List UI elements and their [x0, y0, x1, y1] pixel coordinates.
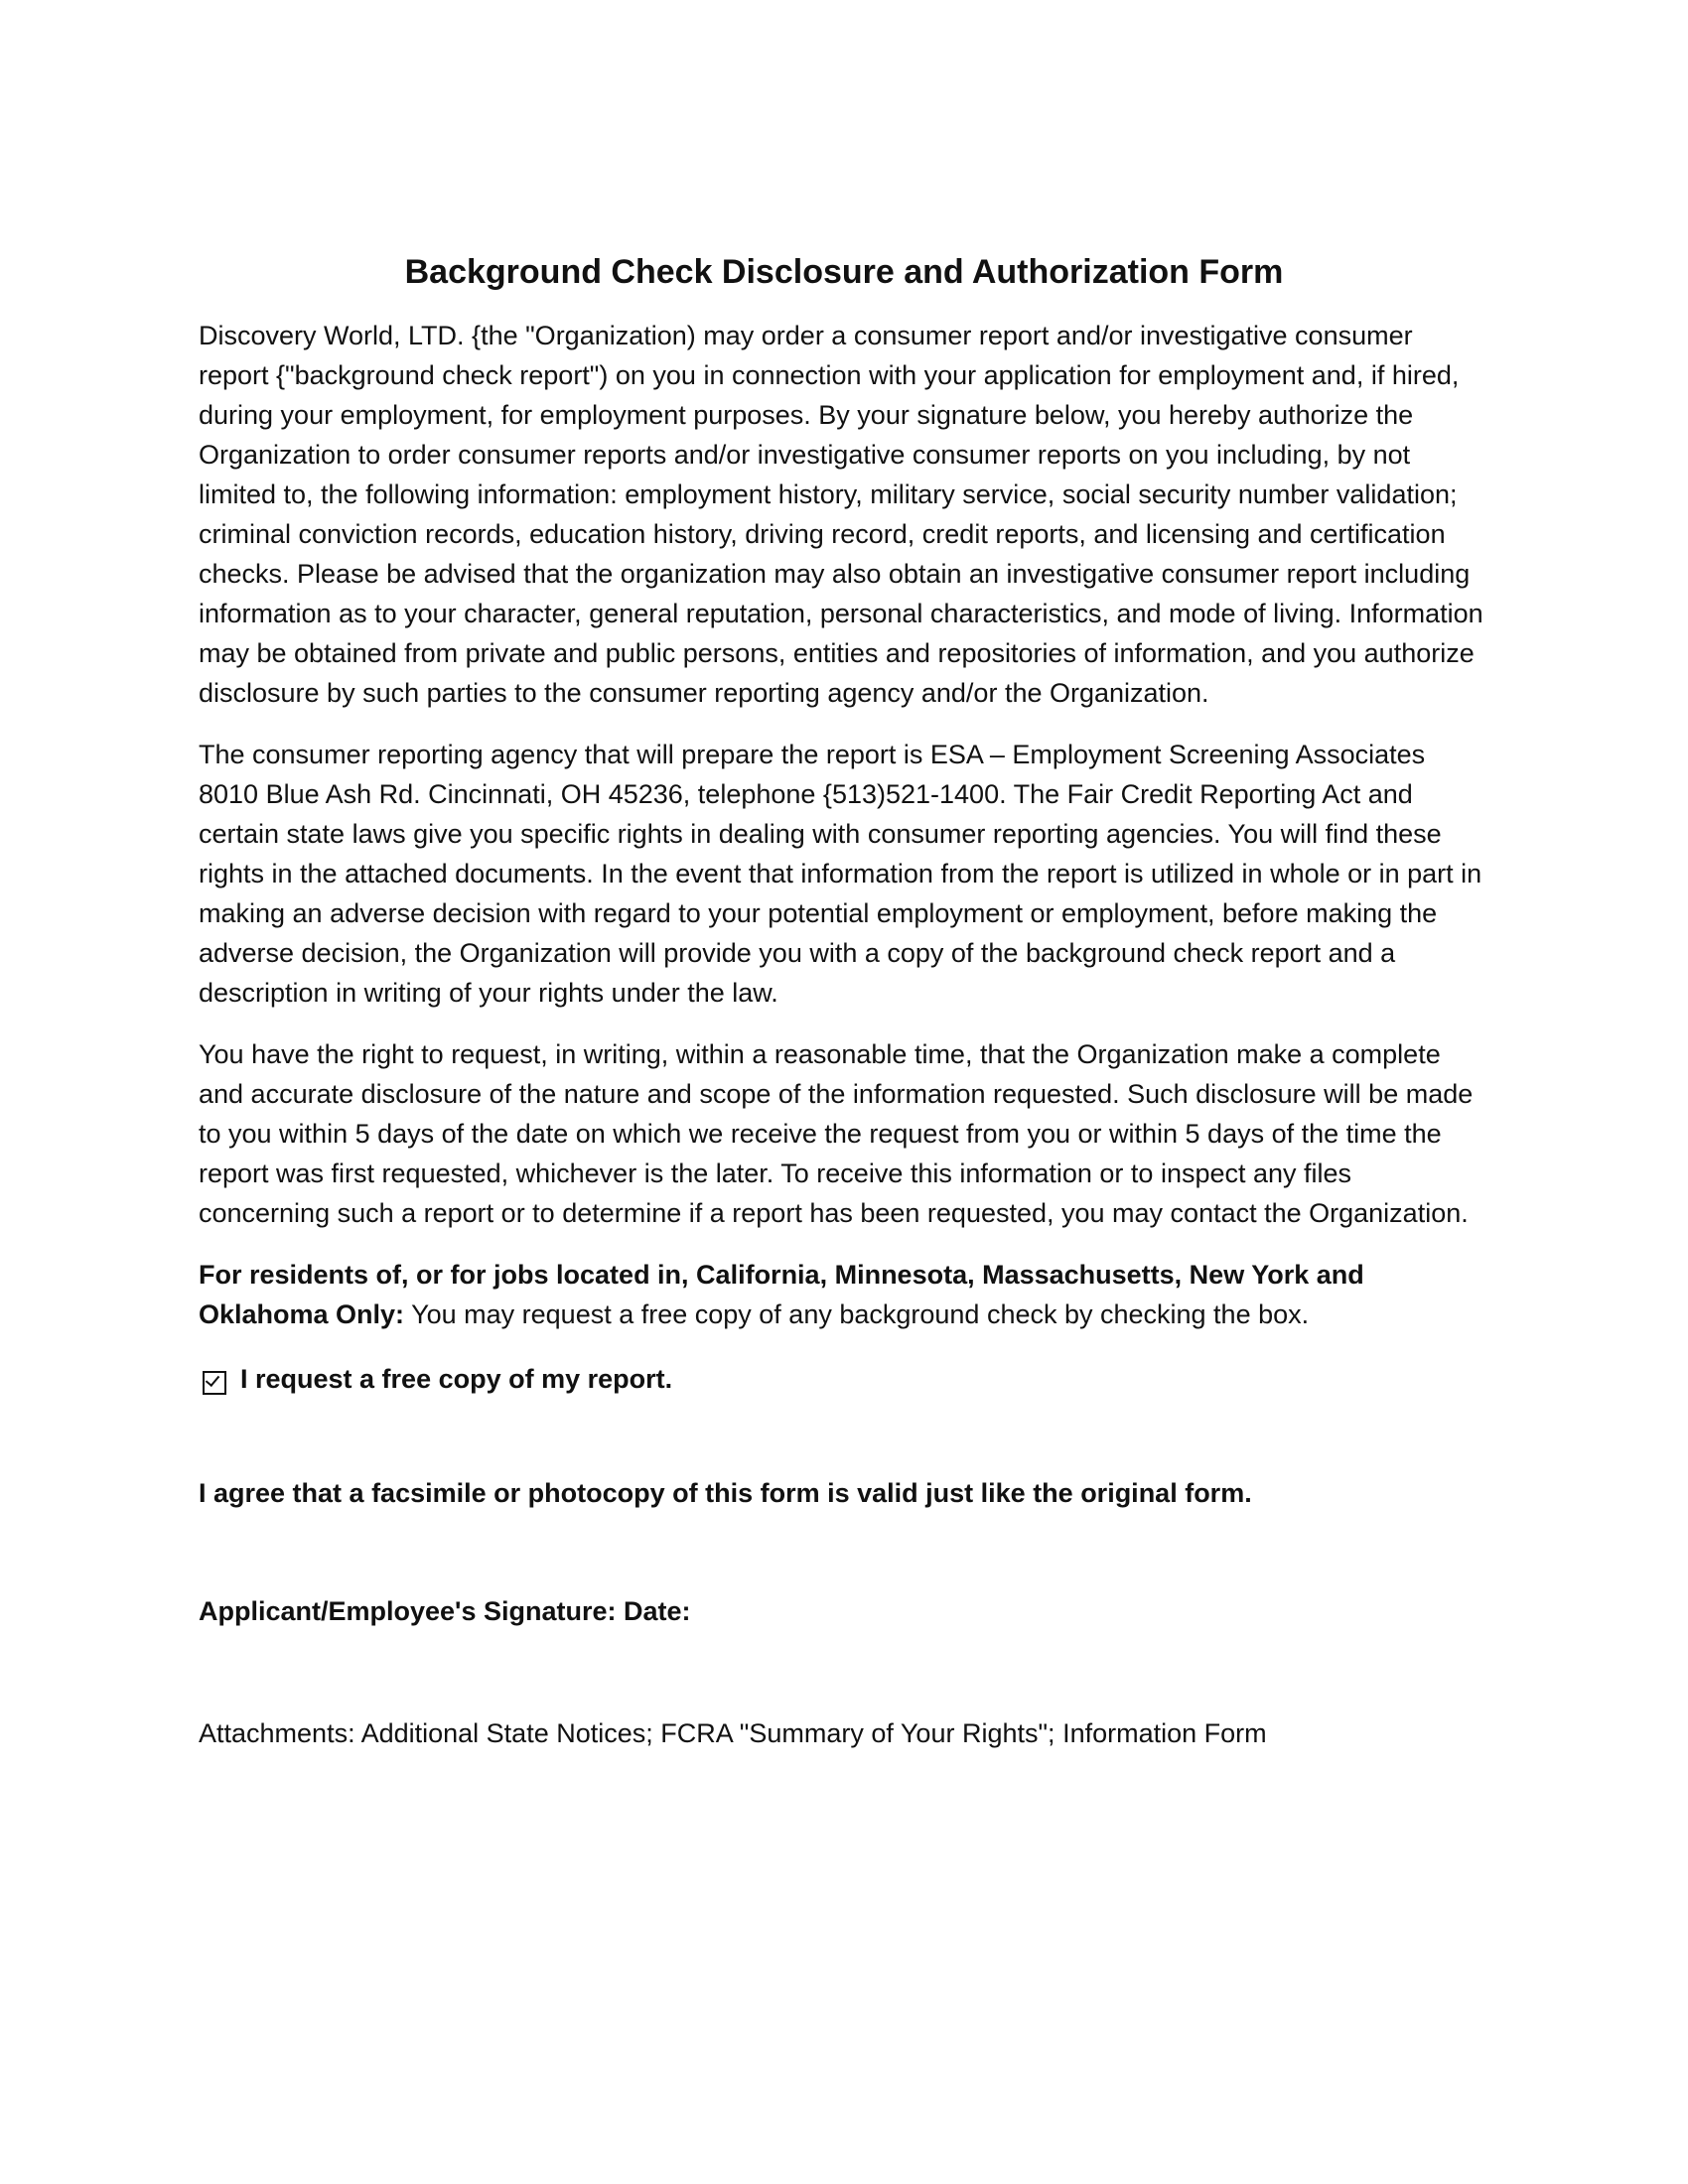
disclosure-paragraph-3: You have the right to request, in writing, within a reasonable time, that the Organization make a complete and accurate disclosure of the nature and scope of the information requested. Such disclosure will be made to you within 5 days of the date on which we receive the request from you or within 5 days of the time the report was first requested, whichever is the later. To receive this information or to inspect any files concerning such a report or to determine if a report has been requested, you may contact the Organization. — [199, 1039, 1474, 1228]
free-copy-label: I request a free copy of my report. — [240, 1364, 673, 1394]
free-copy-checkbox[interactable] — [203, 1371, 226, 1395]
free-copy-option[interactable] — [199, 1364, 1489, 1395]
signature-line: Applicant/Employee's Signature: Date: — [199, 1596, 691, 1626]
disclosure-paragraph-1: Discovery World, LTD. {the "Organization) may order a consumer report and/or investigative consumer report {"background check report") on you in connection with your application for employment and, if hired, during your employment, for employment purposes. By your signature below, you hereby authorize the Organization to order consumer reports and/or investigative consumer reports on you including, by not limited to, the following information: employment history, military service, social security number validation; criminal conviction records, education history, driving record, credit reports, and licensing and certification checks. Please be advised that the organization may also obtain an investigative consumer report including information as to your character, general reputation, personal characteristics, and mode of living. Information may be obtained from private and public persons, entities and repositories of information, and you authorize disclosure by such parties to the consumer reporting agency and/or the Organization. — [199, 321, 1483, 708]
form-page — [199, 253, 1489, 1749]
residents-notice-text: You may request a free copy of any background check by checking the box. — [404, 1299, 1310, 1329]
attachments-list: Attachments: Additional State Notices; FCRA "Summary of Your Rights"; Information Form — [199, 1718, 1267, 1748]
residents-notice-heading: For residents of, or for jobs located in, California, Minnesota, Massachusetts, New York and Oklahoma Only: — [199, 1260, 1364, 1329]
facsimile-agreement: I agree that a facsimile or photocopy of this form is valid just like the original form. — [199, 1478, 1252, 1508]
page-title: Background Check Disclosure and Authorization Form — [404, 253, 1284, 291]
residents-notice — [199, 1255, 1489, 1334]
checkmark-icon — [206, 1371, 219, 1386]
disclosure-paragraph-2: The consumer reporting agency that will prepare the report is ESA – Employment Screening Associates 8010 Blue Ash Rd. Cincinnati, OH 45236, telephone {513)521-1400. The Fair Credit Reporting Act and certain state laws give you specific rights in dealing with consumer reporting agencies. You will find these rights in the attached documents. In the event that information from the report is utilized in whole or in part in making an adverse decision with regard to your potential employment or employment, before making the adverse decision, the Organization will provide you with a copy of the background check report and a description in writing of your rights under the law. — [199, 740, 1482, 1008]
